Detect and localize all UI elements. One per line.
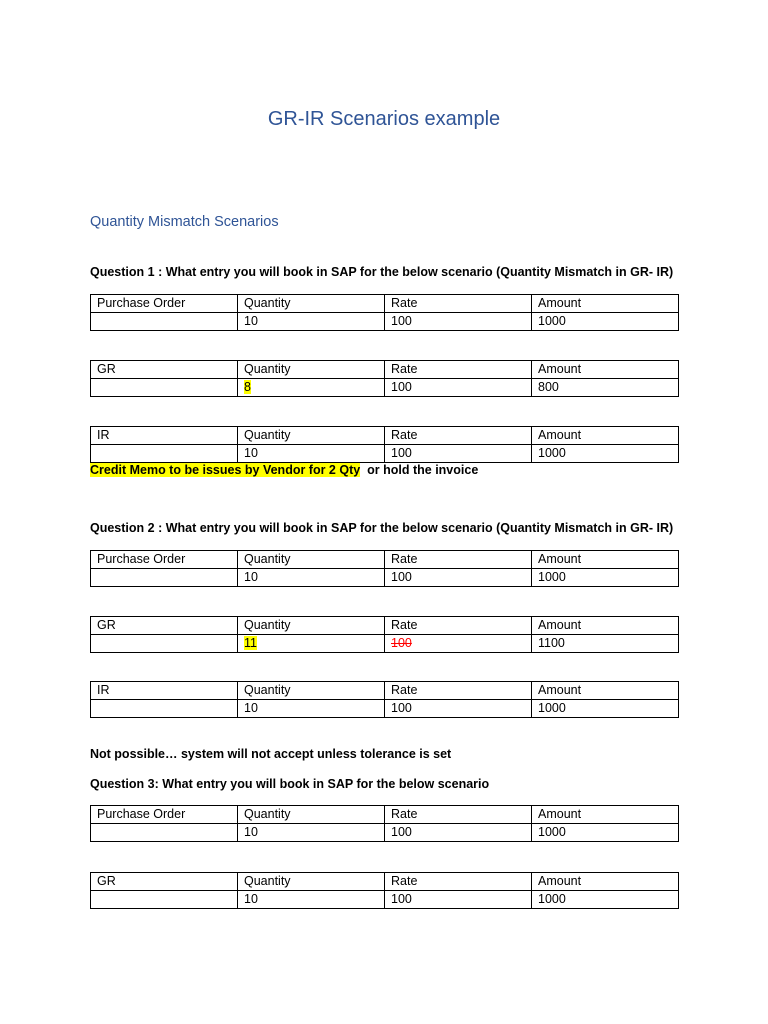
q1-note <box>90 463 478 477</box>
q1-ir-table <box>90 426 679 463</box>
value-rate <box>385 635 532 653</box>
table-label: Purchase Order <box>91 806 238 824</box>
header-quantity: Quantity <box>238 551 385 569</box>
empty-cell <box>91 824 238 842</box>
header-rate: Rate <box>385 806 532 824</box>
header-amount: Amount <box>532 551 679 569</box>
table-label: GR <box>91 361 238 379</box>
value-rate: 100 <box>385 445 532 463</box>
header-rate: Rate <box>385 682 532 700</box>
empty-cell <box>91 445 238 463</box>
highlighted-quantity: 8 <box>244 380 251 394</box>
q3-po-table <box>90 805 679 842</box>
header-amount: Amount <box>532 682 679 700</box>
question-1: Question 1 : What entry you will book in SAP for the below scenario (Quantity Mismatch in GR- IR) <box>90 265 674 279</box>
value-amount: 1000 <box>532 313 679 331</box>
header-rate: Rate <box>385 427 532 445</box>
empty-cell <box>91 313 238 331</box>
value-quantity <box>238 379 385 397</box>
empty-cell <box>91 635 238 653</box>
header-quantity: Quantity <box>238 427 385 445</box>
value-rate: 100 <box>385 891 532 909</box>
header-rate: Rate <box>385 361 532 379</box>
header-quantity: Quantity <box>238 873 385 891</box>
table-label: GR <box>91 873 238 891</box>
header-amount: Amount <box>532 617 679 635</box>
table-label: Purchase Order <box>91 551 238 569</box>
value-quantity: 10 <box>238 891 385 909</box>
value-amount: 800 <box>532 379 679 397</box>
header-amount: Amount <box>532 295 679 313</box>
table-label: GR <box>91 617 238 635</box>
q1-gr-table <box>90 360 679 397</box>
value-quantity: 10 <box>238 824 385 842</box>
header-rate: Rate <box>385 551 532 569</box>
empty-cell <box>91 569 238 587</box>
header-quantity: Quantity <box>238 361 385 379</box>
credit-memo-note: Credit Memo to be issues by Vendor for 2 Qty <box>90 463 361 477</box>
header-quantity: Quantity <box>238 806 385 824</box>
value-quantity: 10 <box>238 313 385 331</box>
header-amount: Amount <box>532 361 679 379</box>
header-amount: Amount <box>532 873 679 891</box>
header-quantity: Quantity <box>238 295 385 313</box>
q3-gr-table <box>90 872 679 909</box>
header-rate: Rate <box>385 617 532 635</box>
struck-rate: 100 <box>391 636 412 650</box>
value-quantity: 10 <box>238 700 385 718</box>
header-rate: Rate <box>385 295 532 313</box>
value-amount: 1100 <box>532 635 679 653</box>
value-rate: 100 <box>385 700 532 718</box>
q2-ir-table <box>90 681 679 718</box>
highlighted-quantity: 11 <box>244 636 257 650</box>
value-rate: 100 <box>385 824 532 842</box>
value-amount: 1000 <box>532 824 679 842</box>
header-rate: Rate <box>385 873 532 891</box>
header-amount: Amount <box>532 806 679 824</box>
table-label: IR <box>91 427 238 445</box>
value-rate: 100 <box>385 313 532 331</box>
question-2: Question 2 : What entry you will book in SAP for the below scenario (Quantity Mismatch in GR- IR) <box>90 521 674 535</box>
value-quantity <box>238 635 385 653</box>
value-amount: 1000 <box>532 569 679 587</box>
value-quantity: 10 <box>238 569 385 587</box>
value-rate: 100 <box>385 379 532 397</box>
table-label: IR <box>91 682 238 700</box>
q1-po-table <box>90 294 679 331</box>
value-quantity: 10 <box>238 445 385 463</box>
value-rate: 100 <box>385 569 532 587</box>
header-quantity: Quantity <box>238 617 385 635</box>
question-3: Question 3: What entry you will book in SAP for the below scenario <box>90 777 490 791</box>
header-amount: Amount <box>532 427 679 445</box>
q2-gr-table <box>90 616 679 653</box>
section-subtitle: Quantity Mismatch Scenarios <box>90 214 279 230</box>
q2-po-table <box>90 550 679 587</box>
value-amount: 1000 <box>532 700 679 718</box>
empty-cell <box>91 379 238 397</box>
note-rest: or hold the invoice <box>360 463 479 477</box>
value-amount: 1000 <box>532 891 679 909</box>
table-label: Purchase Order <box>91 295 238 313</box>
q2-conclusion: Not possible… system will not accept unless tolerance is set <box>90 747 452 761</box>
value-amount: 1000 <box>532 445 679 463</box>
header-quantity: Quantity <box>238 682 385 700</box>
empty-cell <box>91 700 238 718</box>
empty-cell <box>91 891 238 909</box>
page-title: GR-IR Scenarios example <box>267 108 501 130</box>
